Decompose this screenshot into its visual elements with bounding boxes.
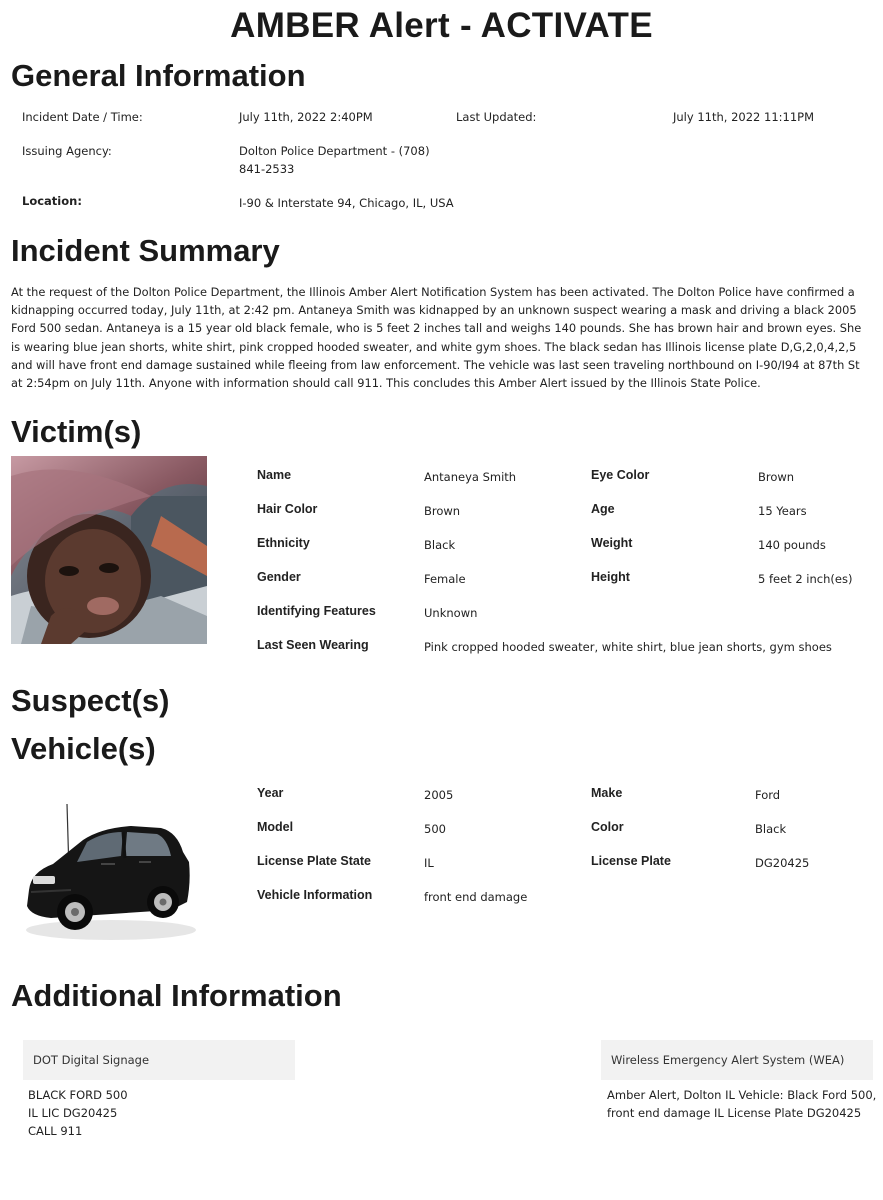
wea-message-line1: Amber Alert, Dolton IL Vehicle: Black Ford 500, [607,1088,877,1102]
victim-height-value: 5 feet 2 inch(es) [758,572,853,586]
victim-gender-value: Female [424,572,466,586]
victim-eye-color-label: Eye Color [591,468,650,482]
dot-digital-signage-line3: CALL 911 [28,1124,83,1138]
victim-weight-value: 140 pounds [758,538,826,552]
vehicle-color-label: Color [591,820,624,834]
victim-name-value: Antaneya Smith [424,470,517,484]
victim-hair-color-value: Brown [424,504,461,518]
location-value: I-90 & Interstate 94, Chicago, IL, USA [239,196,454,210]
incident-datetime-label: Incident Date / Time: [22,110,143,124]
victim-height-label: Height [591,570,630,584]
victim-hair-color-label: Hair Color [257,502,318,516]
vehicle-model-value: 500 [424,822,446,836]
victim-identifying-features-value: Unknown [424,606,478,620]
general-information-heading: General Information [11,58,306,93]
issuing-agency-label: Issuing Agency: [22,144,112,158]
victim-name-label: Name [257,468,292,482]
victim-ethnicity-value: Black [424,538,456,552]
victim-photo [11,456,207,644]
victim-weight-label: Weight [591,536,633,550]
incident-summary-heading: Incident Summary [11,233,280,268]
victim-gender-label: Gender [257,570,301,584]
incident-datetime-value: July 11th, 2022 2:40PM [239,110,373,124]
dot-digital-signage-line2: IL LIC DG20425 [28,1106,118,1120]
dot-digital-signage-header: DOT Digital Signage [23,1040,295,1080]
vehicle-make-label: Make [591,786,623,800]
page-title: AMBER Alert - ACTIVATE [230,6,653,45]
victim-identifying-features-label: Identifying Features [257,604,376,618]
vehicle-information-label: Vehicle Information [257,888,373,902]
incident-summary-text: At the request of the Dolton Police Department, the Illinois Amber Alert Notification System has been activated. The Dolton Police have confirmed a kidnapping occurred today, July 11th, at 2:42 pm. Antaneya Smith was kidnapped by an unknown suspect wearing a mask and driving a black 2005 Ford 500 sedan. Antaneya is a 15 year old black female, who is 5 feet 2 inches tall and weighs 140 pounds. She has brown hair and brown eyes. She is wearing blue jean shorts, white shirt, pink cropped hooded sweater, and white gym shoes. The black sedan has Illinois license plate D,G,2,0,4,2,5 and will have front end damage sustained while fleeing from law enforcement. The vehicle was last seen traveling northbound on I-90/I94 at 87th St at 2:54pm on July 11th. Anyone with information should call 911. This concludes this Amber Alert issued by the Illinois State Police. [11,285,862,391]
wea-message-line2: front end damage IL License Plate DG20425 [607,1106,862,1120]
vehicle-license-plate-state-label: License Plate State [257,854,371,868]
victim-last-seen-wearing-value: Pink cropped hooded sweater, white shirt, blue jean shorts, gym shoes [424,640,832,654]
victims-heading: Victim(s) [11,414,142,449]
vehicle-license-plate-value: DG20425 [755,856,810,870]
victim-age-label: Age [591,502,615,516]
vehicles-heading: Vehicle(s) [11,731,156,766]
additional-information-heading: Additional Information [11,978,342,1013]
last-updated-label: Last Updated: [456,110,537,124]
vehicle-year-label: Year [257,786,284,800]
victim-eye-color-value: Brown [758,470,795,484]
suspects-heading: Suspect(s) [11,683,170,718]
vehicle-license-plate-state-value: IL [424,856,434,870]
victim-ethnicity-label: Ethnicity [257,536,310,550]
vehicle-make-value: Ford [755,788,781,802]
vehicle-color-value: Black [755,822,787,836]
victim-age-value: 15 Years [758,504,807,518]
vehicle-license-plate-label: License Plate [591,854,671,868]
wea-header: Wireless Emergency Alert System (WEA) [601,1040,873,1080]
vehicle-information-value: front end damage [424,890,528,904]
issuing-agency-value-line1: Dolton Police Department - (708) [239,144,430,158]
vehicle-photo [11,772,207,950]
vehicle-model-label: Model [257,820,294,834]
location-label: Location: [22,194,82,208]
last-updated-value: July 11th, 2022 11:11PM [673,110,814,124]
issuing-agency-value-line2: 841-2533 [239,162,295,176]
dot-digital-signage-line1: BLACK FORD 500 [28,1088,128,1102]
victim-last-seen-wearing-label: Last Seen Wearing [257,638,369,652]
vehicle-year-value: 2005 [424,788,454,802]
